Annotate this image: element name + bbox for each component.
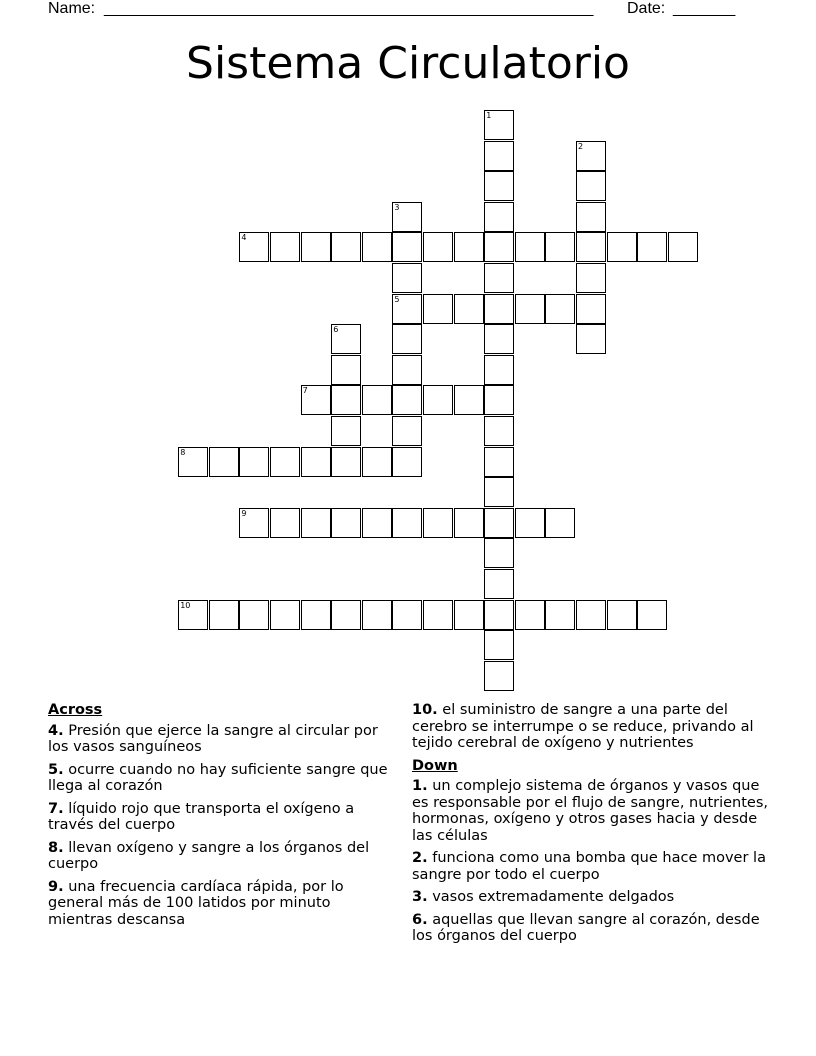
crossword-cell[interactable]: [331, 447, 361, 477]
crossword-cell[interactable]: [484, 385, 514, 415]
crossword-cell[interactable]: [576, 171, 606, 201]
crossword-cell[interactable]: [331, 508, 361, 538]
crossword-cell[interactable]: [423, 600, 453, 630]
crossword-cell[interactable]: [484, 294, 514, 324]
clue-text: un complejo sistema de órganos y vasos que es responsable por el flujo de sangre, nutrientes, hormonas, oxígeno y otros gases hacia y desde las células: [412, 778, 768, 844]
crossword-cell[interactable]: [270, 508, 300, 538]
crossword-cell[interactable]: [301, 232, 331, 262]
crossword-cell[interactable]: [515, 508, 545, 538]
crossword-cell[interactable]: [301, 600, 331, 630]
clue-across: [48, 762, 393, 795]
crossword-cell[interactable]: [484, 508, 514, 538]
crossword-cell[interactable]: [392, 202, 422, 232]
crossword-cell[interactable]: [484, 477, 514, 507]
crossword-cell[interactable]: [484, 232, 514, 262]
clue-text: vasos extremadamente delgados: [432, 889, 675, 905]
crossword-cell[interactable]: [209, 600, 239, 630]
clue-down: [412, 912, 772, 945]
crossword-cell[interactable]: [392, 355, 422, 385]
crossword-cell[interactable]: [607, 232, 637, 262]
crossword-cell[interactable]: [637, 600, 667, 630]
crossword-cell[interactable]: [239, 600, 269, 630]
crossword-cell[interactable]: [392, 447, 422, 477]
crossword-cell[interactable]: [454, 232, 484, 262]
clue-number-label: 6: [333, 325, 339, 335]
clues-column-right: [412, 702, 772, 951]
crossword-cell[interactable]: [392, 232, 422, 262]
crossword-cell[interactable]: [637, 232, 667, 262]
clue-text: aquellas que llevan sangre al corazón, desde los órganos del cuerpo: [412, 911, 760, 944]
clue-across: [412, 702, 772, 752]
crossword-cell[interactable]: [515, 294, 545, 324]
clue-number: 8.: [48, 839, 64, 856]
crossword-cell[interactable]: [607, 600, 637, 630]
crossword-cell[interactable]: [209, 447, 239, 477]
crossword-cell[interactable]: [515, 600, 545, 630]
crossword-cell[interactable]: [423, 508, 453, 538]
clue-text: una frecuencia cardíaca rápida, por lo general más de 100 latidos por minuto mientras descansa: [48, 878, 344, 928]
crossword-cell[interactable]: [423, 385, 453, 415]
crossword-cell[interactable]: [239, 508, 269, 538]
crossword-cell[interactable]: [484, 600, 514, 630]
crossword-cell[interactable]: [392, 600, 422, 630]
clue-number-label: 10: [180, 600, 191, 610]
crossword-cell[interactable]: [392, 294, 422, 324]
clue-number: 10.: [412, 702, 438, 718]
crossword-cell[interactable]: [576, 232, 606, 262]
clue-text: ocurre cuando no hay suficiente sangre que llega al corazón: [48, 761, 388, 794]
clue-number-label: 9: [241, 508, 247, 518]
crossword-cell[interactable]: [515, 232, 545, 262]
clue-down: [412, 778, 772, 844]
crossword-cell[interactable]: [484, 416, 514, 446]
clue-number-label: 7: [302, 386, 308, 396]
clue-number-label: 4: [241, 233, 247, 243]
crossword-cell[interactable]: [362, 385, 392, 415]
clue-down: [412, 889, 772, 906]
crossword-cell[interactable]: [239, 232, 269, 262]
crossword-cell[interactable]: [270, 232, 300, 262]
crossword-cell[interactable]: [331, 600, 361, 630]
clue-number: 1.: [412, 778, 428, 794]
crossword-cell[interactable]: [545, 508, 575, 538]
crossword-cell[interactable]: [484, 324, 514, 354]
crossword-cell[interactable]: [454, 600, 484, 630]
crossword-cell[interactable]: [454, 385, 484, 415]
clues-column-left: [48, 702, 393, 934]
crossword-cell[interactable]: [576, 263, 606, 293]
page-title: Sistema Circulatorio: [186, 38, 630, 89]
crossword-cell[interactable]: [668, 232, 698, 262]
crossword-cell[interactable]: [576, 294, 606, 324]
crossword-cell[interactable]: [545, 600, 575, 630]
clue-text: llevan oxígeno y sangre a los órganos del cuerpo: [48, 839, 370, 872]
crossword-cell[interactable]: [392, 263, 422, 293]
crossword-cell[interactable]: [484, 630, 514, 660]
clue-number: 7.: [48, 800, 64, 817]
clue-text: líquido rojo que transporta el oxígeno a través del cuerpo: [48, 800, 355, 833]
clue-across: [48, 840, 393, 873]
clue-number-label: 3: [394, 202, 400, 212]
clue-text: el suministro de sangre a una parte del cerebro se interrumpe o se reduce, privando al tejido cerebral de oxígeno y nutrientes: [412, 702, 754, 751]
crossword-cell[interactable]: [484, 661, 514, 691]
crossword-cell[interactable]: [331, 355, 361, 385]
clue-across: [48, 879, 393, 929]
crossword-cell[interactable]: [454, 508, 484, 538]
crossword-cell[interactable]: [576, 600, 606, 630]
crossword-cell[interactable]: [392, 324, 422, 354]
crossword-cell[interactable]: [270, 447, 300, 477]
clue-number: 4.: [48, 722, 64, 739]
crossword-cell[interactable]: [423, 294, 453, 324]
clue-number-label: 5: [394, 294, 400, 304]
crossword-cell[interactable]: [484, 355, 514, 385]
name-field[interactable]: _______________________________________________________: [104, 0, 594, 17]
crossword-cell[interactable]: [270, 600, 300, 630]
crossword-cell[interactable]: [178, 600, 208, 630]
crossword-cell[interactable]: [484, 569, 514, 599]
crossword-cell[interactable]: [301, 447, 331, 477]
clue-number-label: 8: [180, 447, 186, 457]
clue-text: Presión que ejerce la sangre al circular por los vasos sanguíneos: [48, 722, 378, 755]
crossword-cell[interactable]: [484, 538, 514, 568]
crossword-cell[interactable]: [484, 110, 514, 140]
crossword-cell[interactable]: [454, 294, 484, 324]
crossword-cell[interactable]: [362, 232, 392, 262]
crossword-cell[interactable]: [484, 263, 514, 293]
crossword-cell[interactable]: [484, 447, 514, 477]
clue-number: 9.: [48, 878, 64, 895]
across-heading: Across: [48, 702, 103, 718]
date-field[interactable]: _______: [673, 0, 736, 17]
crossword-cell[interactable]: [392, 416, 422, 446]
name-label: Name:: [48, 0, 96, 17]
clue-text: funciona como una bomba que hace mover la sangre por todo el cuerpo: [412, 850, 766, 883]
crossword-cell[interactable]: [545, 294, 575, 324]
crossword-cell[interactable]: [362, 508, 392, 538]
clue-number: 6.: [412, 911, 428, 928]
crossword-cell[interactable]: [362, 447, 392, 477]
crossword-cell[interactable]: [545, 232, 575, 262]
crossword-cell[interactable]: [484, 202, 514, 232]
clue-number: 3.: [412, 889, 428, 905]
crossword-cell[interactable]: [576, 141, 606, 171]
crossword-cell[interactable]: [301, 508, 331, 538]
clue-down: [412, 850, 772, 883]
crossword-cell[interactable]: [331, 232, 361, 262]
crossword-cell[interactable]: [576, 324, 606, 354]
crossword-cell[interactable]: [331, 324, 361, 354]
crossword-cell[interactable]: [239, 447, 269, 477]
crossword-cell[interactable]: [392, 385, 422, 415]
clue-number-label: 2: [578, 141, 584, 151]
crossword-cell[interactable]: [392, 508, 422, 538]
down-heading: Down: [412, 757, 458, 774]
crossword-cell[interactable]: [301, 385, 331, 415]
crossword-cell[interactable]: [178, 447, 208, 477]
crossword-cell[interactable]: [331, 416, 361, 446]
crossword-cell[interactable]: [576, 202, 606, 232]
date-label: Date:: [627, 0, 666, 17]
crossword-cell[interactable]: [362, 600, 392, 630]
crossword-cell[interactable]: [484, 171, 514, 201]
crossword-cell[interactable]: [484, 141, 514, 171]
clue-number-label: 1: [486, 111, 492, 120]
clue-across: [48, 801, 393, 834]
crossword-cell[interactable]: [331, 385, 361, 415]
clue-across: [48, 723, 393, 756]
crossword-cell[interactable]: [423, 232, 453, 262]
clue-number: 5.: [48, 761, 64, 778]
clue-number: 2.: [412, 850, 428, 866]
